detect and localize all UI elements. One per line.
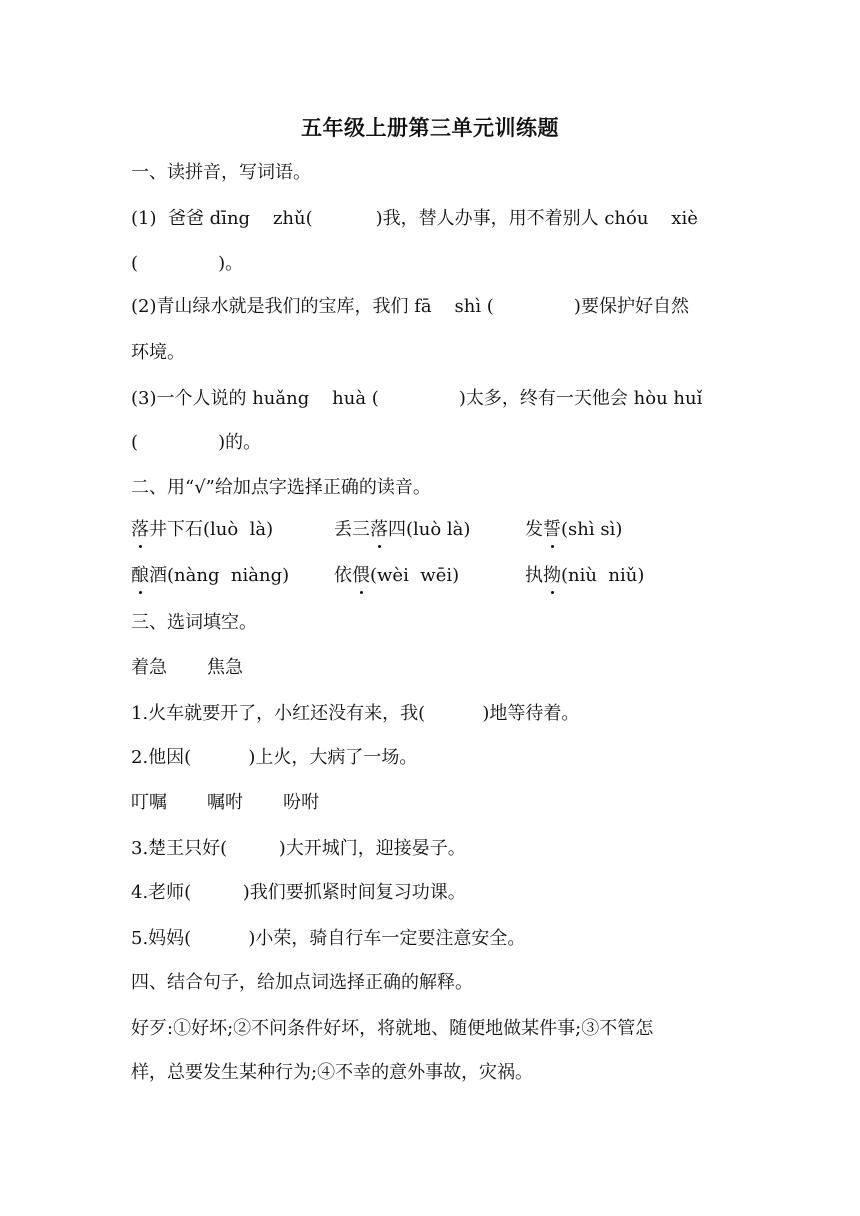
fill-question-2: 2.他因( )上火，大病了一场。 — [131, 747, 418, 768]
page-title: 五年级上册第三单元训练题 — [301, 115, 559, 140]
fill-question-4: 4.老师( )我们要抓紧时间复习功课。 — [131, 882, 466, 903]
fill-question-1: 1.火车就要开了，小红还没有来，我( )地等待着。 — [131, 703, 580, 724]
question-1-line-1: (1) 爸爸 dīng zhǔ( )我，替人办事，用不着别人 chóu xiè — [131, 208, 698, 229]
word-choices-1: 着急 焦急 — [131, 657, 244, 678]
question-2-line-1: (2)青山绿水就是我们的宝库，我们 fā shì ( )要保护好自然 — [131, 296, 689, 317]
dotted-character: 誓 — [543, 517, 561, 543]
question-3-line-1: (3)一个人说的 huǎng huà ( )太多，终有一天他会 hòu huǐ — [131, 388, 703, 409]
pronunciation-item: 执拗(niù niǔ) — [525, 563, 644, 589]
fill-question-3: 3.楚王只好( )大开城门，迎接晏子。 — [131, 838, 466, 859]
dotted-character: 拗 — [543, 563, 561, 589]
pronunciation-item: 丢三落四(luò là) — [334, 517, 470, 543]
word-choices-2: 叮嘱 嘱咐 吩咐 — [131, 792, 320, 813]
dotted-character: 酿 — [131, 563, 149, 589]
section-1-heading: 一、读拼音，写词语。 — [131, 162, 311, 183]
pronunciation-item: 酿酒(nàng niàng) — [131, 563, 289, 589]
question-1-line-2: ( )。 — [131, 253, 244, 274]
question-3-line-2: ( )的。 — [131, 432, 262, 453]
section-4-heading: 四、结合句子，给加点词选择正确的解释。 — [131, 972, 473, 993]
section-3-heading: 三、选词填空。 — [131, 612, 257, 633]
pronunciation-item: 发誓(shì sì) — [525, 517, 622, 543]
section-2-heading: 二、用“√”给加点字选择正确的读音。 — [131, 477, 431, 498]
pronunciation-item: 依偎(wèi wēi) — [334, 563, 459, 589]
fill-question-5: 5.妈妈( )小荣，骑自行车一定要注意安全。 — [131, 928, 526, 949]
dotted-character: 偎 — [352, 563, 370, 589]
definition-line-1: 好歹:①好坏;②不问条件好坏，将就地、随便地做某件事;③不管怎 — [131, 1018, 654, 1039]
definition-line-2: 样，总要发生某种行为;④不幸的意外事故，灾祸。 — [131, 1062, 534, 1083]
dotted-character: 落 — [370, 517, 388, 543]
question-2-line-2: 环境。 — [131, 342, 185, 363]
dotted-character: 落 — [131, 517, 149, 543]
pronunciation-item: 落井下石(luò là) — [131, 517, 273, 543]
